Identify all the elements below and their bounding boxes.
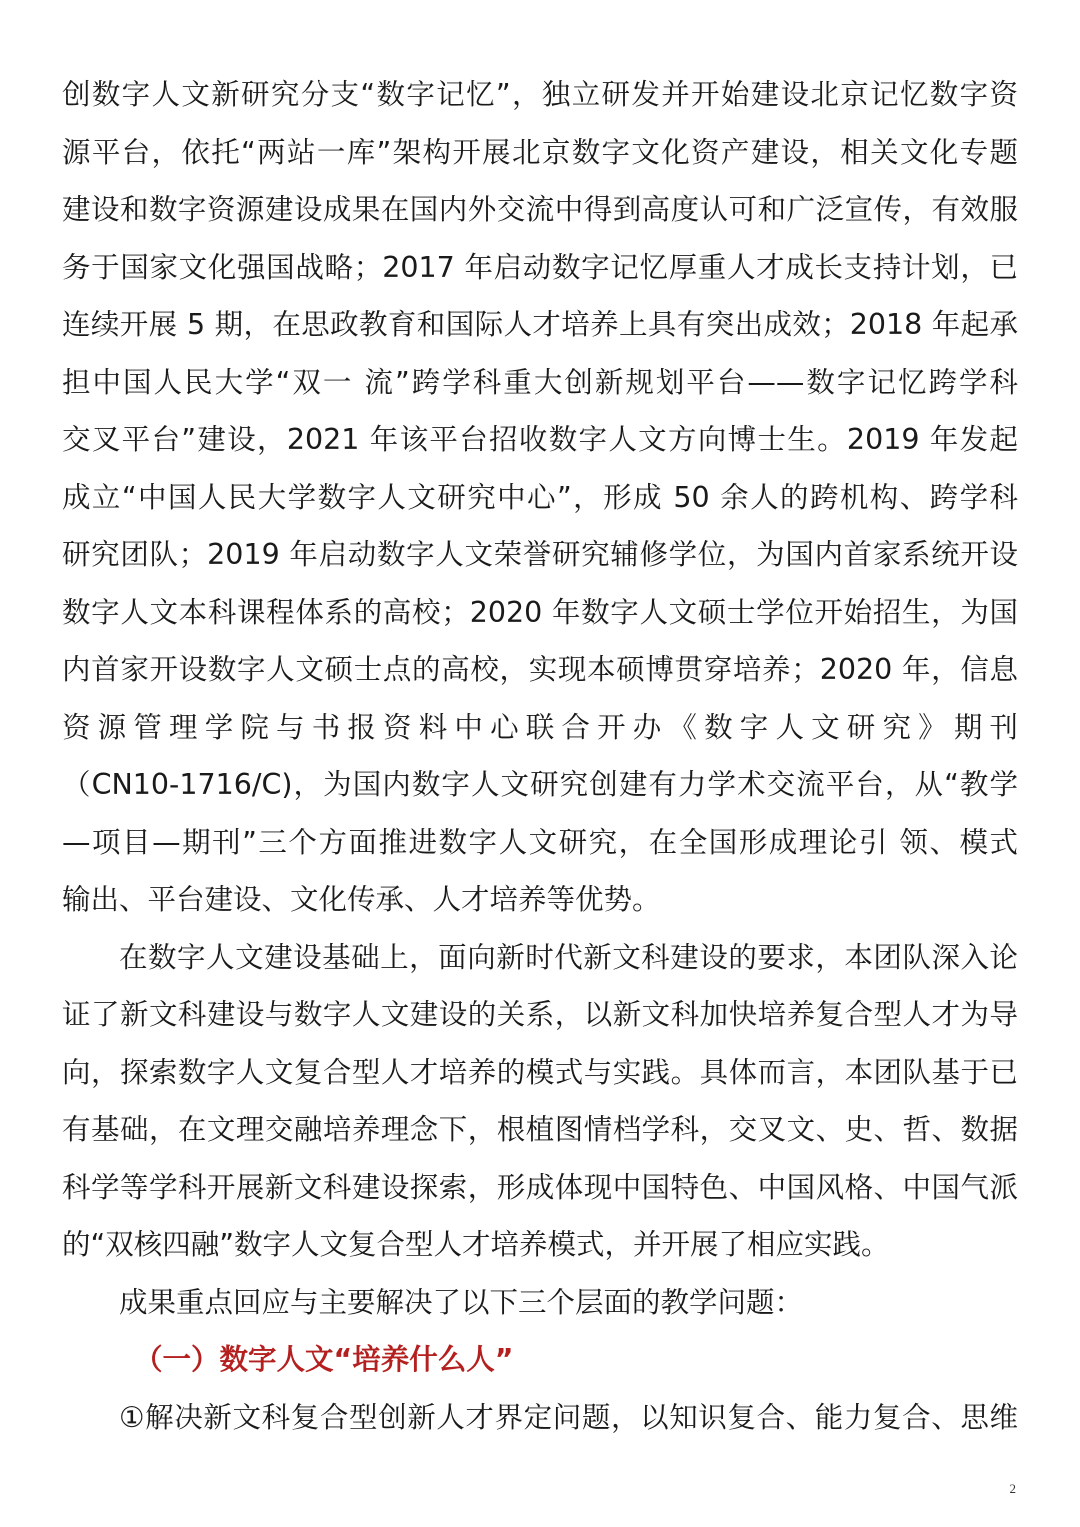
- text-line: 内首家开设数字人文硕士点的高校，实现本硕博贯穿培养；2020 年，信息: [62, 653, 1018, 686]
- text-line: 创数字人文新研究分支“数字记忆”，独立研发并开始建设北京记忆数字资: [62, 78, 1018, 111]
- text-line: 资源管理学院与书报资料中心联合开办《数字人文研究》期刊: [62, 710, 1018, 744]
- text-line: 成立“中国人民大学数字人文研究中心”，形成 50 余人的跨机构、跨学科: [62, 480, 1018, 514]
- text-line: 连续开展 5 期，在思政教育和国际人才培养上具有突出成效；2018 年起承: [62, 308, 1018, 341]
- text-line: 有基础，在文理交融培养理念下，根植图情档学科，交叉文、史、哲、数据: [62, 1113, 1018, 1146]
- text-line: 科学等学科开展新文科建设探索，形成体现中国特色、中国风格、中国气派: [62, 1170, 1018, 1204]
- paragraph-3: 成果重点回应与主要解决了以下三个层面的教学问题：: [119, 1285, 804, 1319]
- text-line: 数字人文本科课程体系的高校；2020 年数字人文硕士学位开始招生，为国: [62, 595, 1018, 629]
- text-line: 务于国家文化强国战略；2017 年启动数字记忆厚重人才成长支持计划，已: [62, 250, 1018, 284]
- document-body: [62, 66, 1018, 1446]
- text-line: 研究团队；2019 年启动数字人文荣誉研究辅修学位，为国内首家系统开设: [62, 538, 1018, 571]
- section-heading: （一）数字人文“培养什么人”: [134, 1343, 514, 1376]
- text-line: 的“双核四融”数字人文复合型人才培养模式，并开展了相应实践。: [62, 1228, 890, 1261]
- paragraph-4: ①解决新文科复合型创新人才界定问题，以知识复合、能力复合、思维: [119, 1400, 1018, 1434]
- text-line: —项目—期刊”三个方面推进数字人文研究，在全国形成理论引 领、模式: [62, 825, 1018, 859]
- text-line: 输出、平台建设、文化传承、人才培养等优势。: [62, 883, 661, 916]
- text-line: 向，探索数字人文复合型人才培养的模式与实践。具体而言，本团队基于已: [62, 1055, 1018, 1089]
- page-number: 2: [1009, 1481, 1016, 1496]
- text-line: 交叉平台”建设，2021 年该平台招收数字人文方向博士生。2019 年发起: [62, 423, 1018, 456]
- paragraph-2: [62, 929, 1018, 1274]
- text-line: 证了新文科建设与数字人文建设的关系，以新文科加快培养复合型人才为导: [62, 998, 1018, 1031]
- text-line: 在数字人文建设基础上，面向新时代新文科建设的要求，本团队深入论: [119, 940, 1018, 974]
- text-line: 建设和数字资源建设成果在国内外交流中得到高度认可和广泛宣传，有效服: [62, 193, 1018, 226]
- text-line: 源平台，依托“两站一库”架构开展北京数字文化资产建设，相关文化专题: [62, 135, 1018, 169]
- paragraph-1: [62, 66, 1018, 929]
- text-line: 担中国人民大学“双一 流”跨学科重大创新规划平台——数字记忆跨学科: [62, 365, 1018, 399]
- text-line: （CN10-1716/C)，为国内数字人文研究创建有力学术交流平台，从“教学: [62, 768, 1018, 801]
